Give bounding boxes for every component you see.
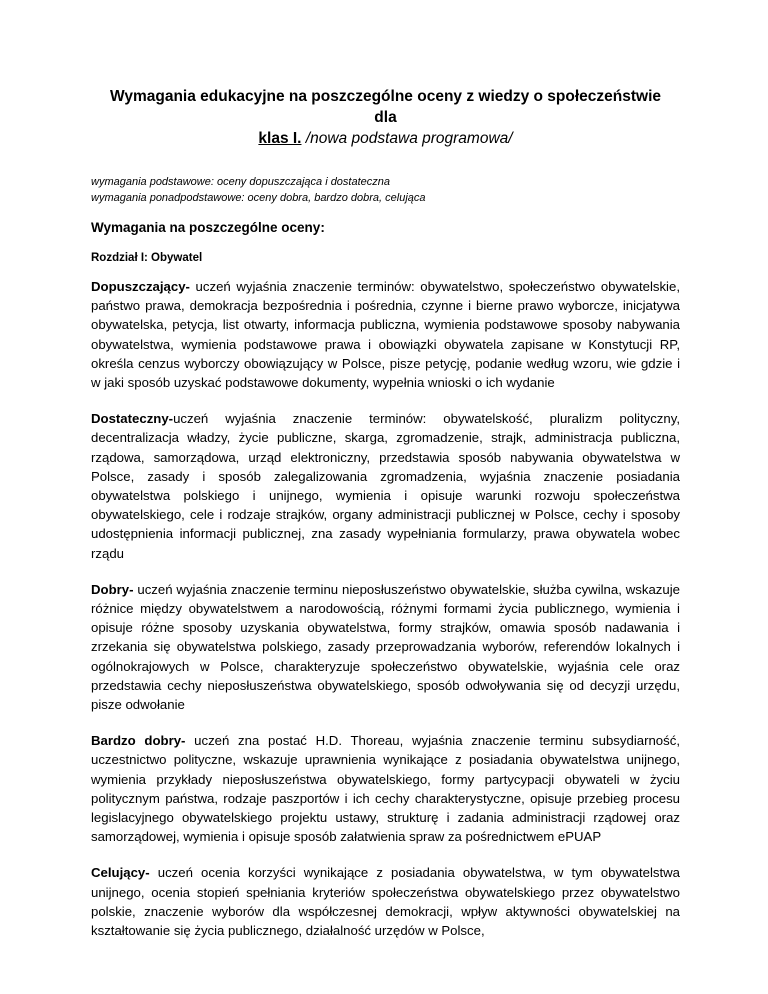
grade-label: Dopuszczający- [91,279,190,294]
title-class: klas I. [258,130,302,147]
grade-dobry [91,580,680,714]
grade-text: uczeń zna postać H.D. Thoreau, wyjaśnia znaczenie terminu subsydiarność, uczestnictwo polityczne, wskazuje uprawnienia wynikające z posiadania obywatelstwa unijnego, wymienia przykłady nieposłuszeństwa obywatelskiego, formy partycypacji obywateli w życiu politycznym państwa, rodzaje paszportów i ich cechy charakterystyczne, opisuje przebieg procesu legislacyjnego obywatelskiego projektu ustawy, strukturę i zadania administracji rządowej oraz samorządowej, wymienia i opisuje sposób załatwienia spraw za pośrednictwem ePUAP [91,733,680,845]
grade-label: Bardzo dobry- [91,733,186,749]
grade-dopuszczajacy [91,277,680,392]
grade-text: uczeń wyjaśnia znaczenie terminów: obywatelstwo, społeczeństwo obywatelskie, państwo prawa, demokracja bezpośrednia i pośrednia, czynne i bierne prawo wyborcze, inicjatywa obywatelska, petycja, list otwarty, informacja publiczna, wymienia podstawowe sposoby nabywania obywatelstwa, wymienia podstawowe prawa i obowiązki obywatela zapisane w Konstytucji RP, określa cenzus wyborczy obowiązujący w Polsce, pisze petycję, podanie według wzoru, wie gdzie i w jaki sposób uzyskać podstawowe dokumenty, wypełnia wnioski o ich wydanie [91,279,680,391]
grade-label: Dobry- [91,581,134,597]
grade-bardzo-dobry [91,731,680,846]
grade-text: uczeń wyjaśnia znaczenie terminów: obywatelskość, pluralizm polityczny, decentralizacja władzy, życie publiczne, skarga, zgromadzenie, strajk, administracja publiczna, rządowa, samorządowa, urząd elektroniczny, przedstawia sposób nabywania obywatelstwa w Polsce, zasady i sposób zalegalizowania zgromadzenia, wyjaśnia znaczenie posiadania obywatelstwa polskiego i unijnego, wymienia i opisuje warunki rozwoju społeczeństwa obywatelskiego, cele i rodzaje strajków, organy administracji publicznej w Polsce, cechy i sposoby udostępnienia informacji publicznej, zna zasady wypełniania formularzy, prawa obywatela wobec rządu [91,411,680,561]
title-main: Wymagania edukacyjne na poszczególne oceny z wiedzy o społeczeństwie dla [110,88,661,126]
section-heading: Wymagania na poszczególne oceny: [91,220,325,235]
grade-celujacy [91,863,680,940]
grade-text: uczeń ocenia korzyści wynikające z posiadania obywatelstwa, w tym obywatelstwa unijnego, ocenia stopień spełniania kryteriów społeczeństwa obywatelskiego przez obywatelstwo polskie, znaczenie wyborów dla współczesnej demokracji, wpływ aktywności obywatelskiej na kształtowanie się życia publicznego, działalność urzędów w Polsce, [91,865,680,939]
grade-label: Dostateczny- [91,411,174,427]
note-basic: wymagania podstawowe: oceny dopuszczająca i dostateczna [91,176,391,188]
grade-dostateczny [91,409,680,563]
title-program: /nowa podstawa programowa/ [305,130,513,147]
requirements-notes [91,174,680,206]
chapter-heading: Rozdział I: Obywatel [91,252,203,264]
grade-label: Celujący- [91,865,150,881]
document-title [91,86,680,149]
note-advanced: wymagania ponadpodstawowe: oceny dobra, bardzo dobra, celująca [91,192,426,204]
grade-text: uczeń wyjaśnia znaczenie terminu nieposłuszeństwo obywatelskie, służba cywilna, wskazuje różnice między obywatelstwem a narodowością, różnymi formami życia publicznego, wymienia i opisuje różne sposoby uzyskania obywatelstwa, formy strajków, omawia sposób nadawania i zrzekania się obywatelstwa polskiego, zasady przeprowadzania wyborów, referendów lokalnych i ogólnokrajowych w Polsce, charakteryzuje społeczeństwo obywatelskie, wyjaśnia cele oraz przedstawia cechy nieposłuszeństwa obywatelskiego, sposób odwoływania się od decyzji urzędu, pisze odwołanie [91,581,680,713]
